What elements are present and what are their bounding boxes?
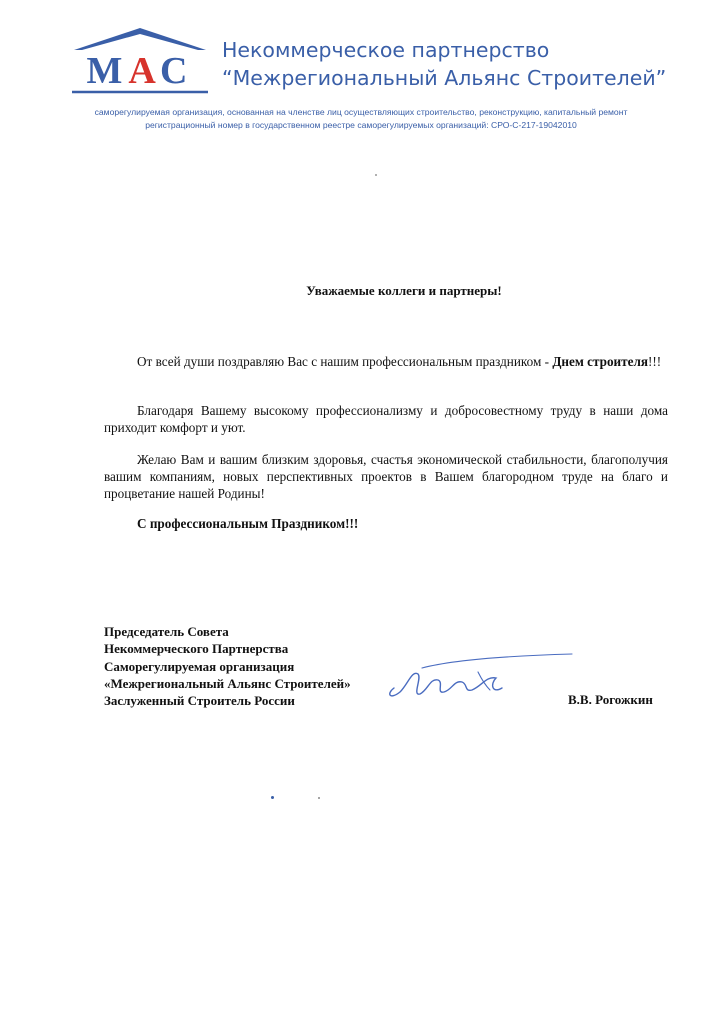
p1-text: От всей души поздравляю Вас с нашим профессиональным праздником - [137, 354, 553, 369]
paragraph-3: Желаю Вам и вашим близким здоровья, счастья экономической стабильности, благополучия вашим компаниям, новых перспективных проектов в Вашем благородном труде на благо и процветание нашей Родины! [104, 452, 668, 501]
reg-info-line1: саморегулируемая организация, основанная на членстве лиц осуществляющих строительство, реконструкцию, капитальный ремонт [94, 107, 628, 117]
org-name-line1: Некоммерческое партнерство [222, 38, 550, 62]
sig-line-2: Некоммерческого Партнерства [104, 641, 289, 657]
closing-line: С профессиональным Праздником!!! [137, 516, 359, 531]
p1-bold: Днем строителя [552, 354, 649, 369]
letter-greeting: Уважаемые коллеги и партнеры! [306, 283, 502, 298]
sig-line-5: Заслуженный Строитель России [104, 693, 295, 709]
signature-block [104, 623, 404, 709]
scan-speck [375, 174, 377, 176]
scan-speck [271, 796, 274, 799]
signer-name: В.В. Рогожкин [568, 692, 653, 707]
mas-logo [66, 26, 214, 98]
org-name-line2: “Межрегиональный Альянс Строителей” [222, 66, 667, 90]
scan-speck [318, 797, 320, 799]
paragraph-2: Благодаря Вашему высокому профессионализму и добросовестному труду в наши дома приходит комфорт и уют. [104, 403, 668, 435]
registration-info [40, 106, 682, 131]
organization-name [222, 36, 702, 92]
sig-line-3: Саморегулируемая организация [104, 658, 295, 674]
p1-end: !!! [648, 354, 662, 369]
handwritten-signature [382, 650, 582, 710]
sig-line-4: «Межрегиональный Альянс Строителей» [104, 675, 351, 691]
logo-letters: МАС [86, 50, 194, 92]
sig-line-1: Председатель Совета [104, 624, 229, 639]
paragraph-1 [104, 353, 668, 370]
reg-info-line2: регистрационный номер в государственном реестре саморегулируемых организаций: СРО-С-217-19042010 [145, 119, 577, 130]
